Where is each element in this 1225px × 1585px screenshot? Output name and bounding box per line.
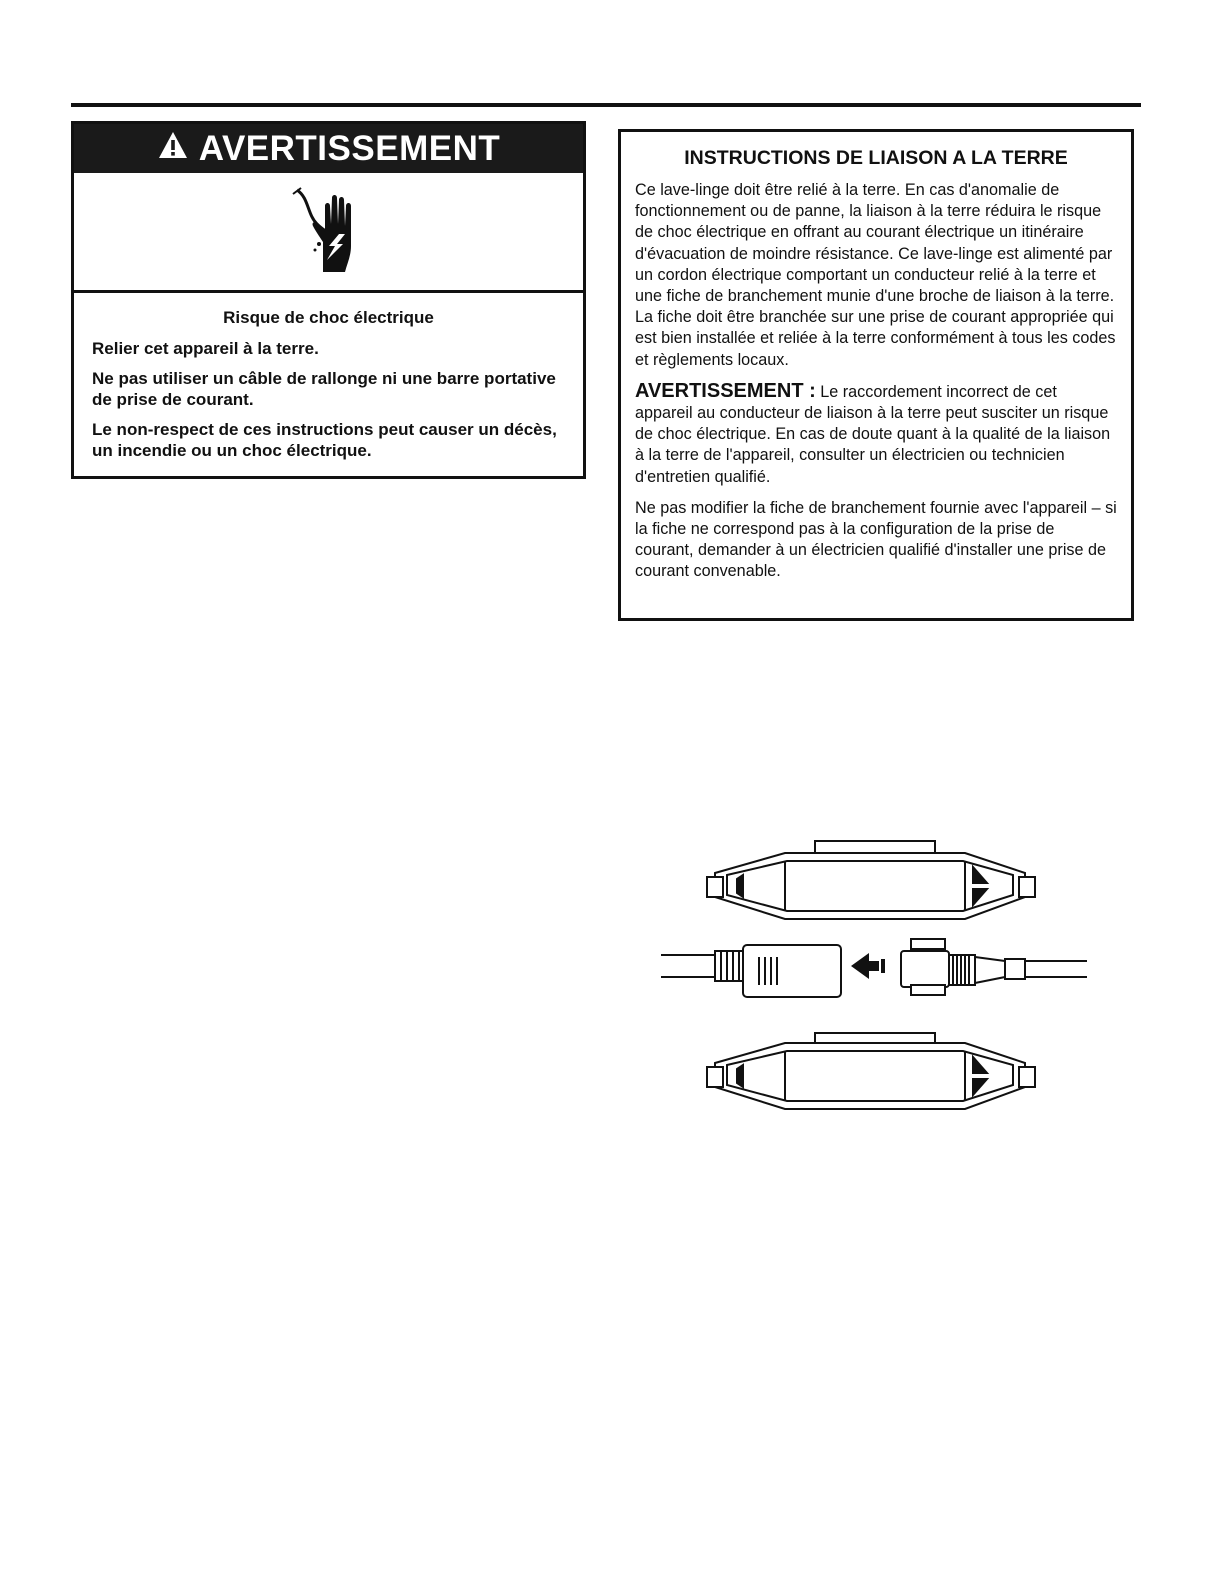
warning-line-1: Relier cet appareil à la terre. [92, 339, 319, 358]
warning-triangle-icon [157, 129, 189, 169]
warning-title: AVERTISSEMENT [198, 128, 501, 168]
warning-line-2: Ne pas utiliser un câble de rallonge ni une barre portative de prise de courant. [92, 369, 556, 409]
warning-line-3: Le non-respect de ces instructions peut causer un décès, un incendie ou un choc électrique. [92, 420, 557, 460]
top-rule [71, 103, 1141, 107]
cord-connector-illustration [655, 835, 1095, 1125]
warning-box [71, 121, 586, 479]
instructions-paragraph-1: Ce lave-linge doit être relié à la terre. En cas d'anomalie de fonctionnement ou de panne, la liaison à la terre réduira le risque de choc électrique en offrant au courant électrique un itinéraire d'évacuation de moindre résistance. Ce lave-linge est alimenté par un cordon électrique comportant un conducteur relié à la terre et une fiche de branchement munie d'une broche de liaison à la terre. La fiche doit être branchée sur une prise de courant appropriée qui est bien installée et reliée à la terre conformément à tous les codes et règlements locaux. [635, 181, 1116, 369]
plug-and-socket [661, 939, 1087, 997]
instructions-box [618, 129, 1134, 621]
warning-icon-area [74, 173, 583, 293]
warning-text [74, 293, 583, 461]
top-housing-shell [707, 841, 1035, 919]
instructions-paragraph-3: Ne pas modifier la fiche de branchement fournie avec l'appareil – si la fiche ne correspond pas à la configuration de la prise de courant, demander à un électricien qualifié d'installer une prise de courant convenable. [635, 498, 1117, 581]
instructions-title: INSTRUCTIONS DE LIAISON A LA TERRE [684, 147, 1068, 169]
risk-title: Risque de choc électrique [223, 308, 434, 327]
avertissement-label: AVERTISSEMENT : [635, 379, 816, 402]
instructions-paragraph-2 [635, 381, 1117, 488]
warning-header [74, 124, 583, 173]
electric-shock-hand-icon [289, 184, 369, 279]
avertissement-text: Le raccordement incorrect de cet appareil au conducteur de liaison à la terre peut susciter un risque de choc électrique. En cas de doute quant à la qualité de la liaison à la terre de l'appareil, consulter un électricien ou technicien d'entretien qualifié. [635, 382, 1111, 486]
bottom-housing-shell [707, 1033, 1035, 1109]
